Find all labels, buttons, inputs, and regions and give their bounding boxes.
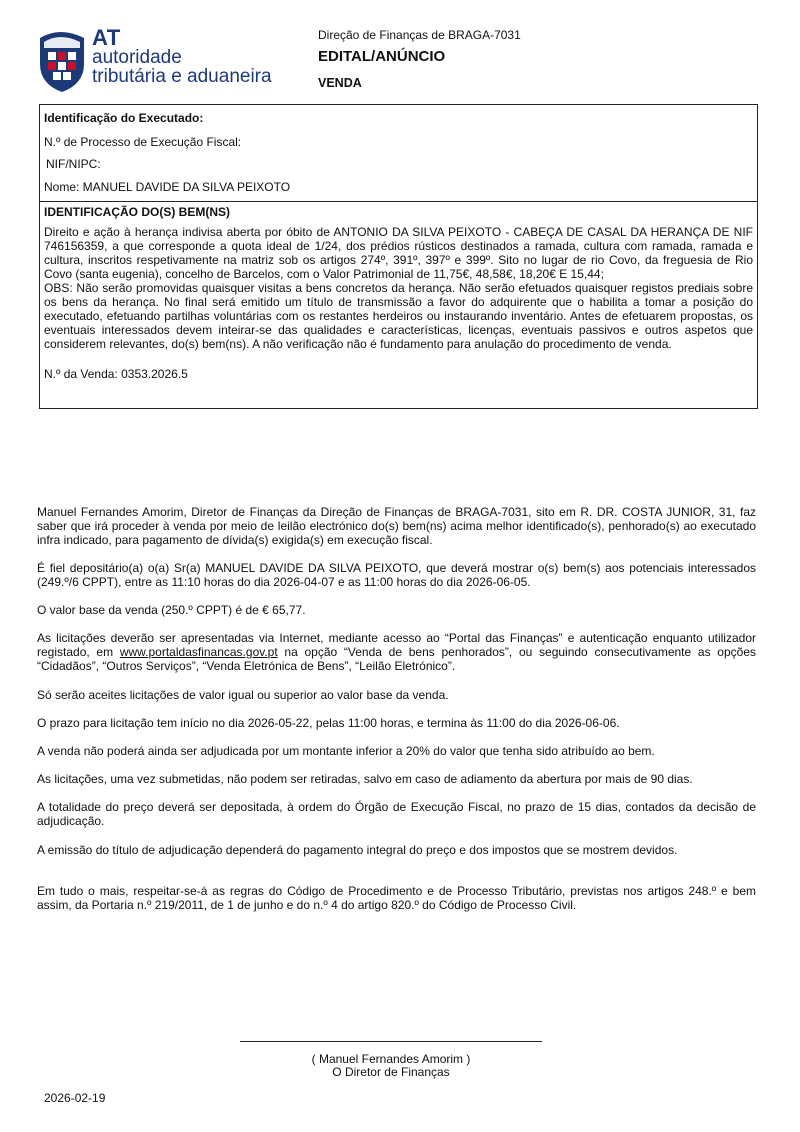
- document-title: EDITAL/ANÚNCIO: [318, 48, 446, 65]
- direction-name: Direção de Finanças de BRAGA-7031: [318, 28, 521, 42]
- logo-line-2: tributária e aduaneira: [92, 66, 272, 87]
- logo-text: [92, 25, 272, 87]
- paragraph-regras: Em tudo o mais, respeitar-se-á as regras do Código de Procedimento e de Processo Tributário, previstas nos artigos 248.º e bem assim, da Portaria n.º 219/2011, de 1 de junho e do n.º 4 do artigo 820.º do Código de Processo Civil.: [37, 884, 756, 912]
- nif-line: NIF/NIPC:: [46, 157, 101, 171]
- signatory-role: O Diretor de Finanças: [332, 1065, 450, 1079]
- processo-line: N.º de Processo de Execução Fiscal:: [44, 135, 242, 149]
- nome-line: Nome: MANUEL DAVIDE DA SILVA PEIXOTO: [44, 180, 291, 194]
- paragraph-valor-minimo: Só serão aceites licitações de valor igual ou superior ao valor base da venda.: [37, 688, 449, 702]
- paragraph-licitacoes-retiradas: As licitações, uma vez submetidas, não podem ser retiradas, salvo em caso de adiamento da abertura por mais de 90 dias.: [37, 772, 693, 786]
- venda-number: N.º da Venda: 0353.2026.5: [44, 367, 188, 381]
- bens-obs: OBS: Não serão promovidas quaisquer visitas a bens concretos da herança. Não serão efetuados quaisquer registos prediais sobre os bens da herança. No final será emitido um título de transmissão a favor do adquirente que o habilita a tomar a posição do executado, efetuando partilhas voluntárias com os restantes herdeiros ou instaurando inventário. Antes de efetuarem propostas, os eventuais interessados devem inteirar-se das qualidades e características, licenças, eventuais passivos e outros aspetos que considerem relevantes, do(s) bem(ns). A não verificação não é fundamento para anulação do procedimento de venda.: [44, 281, 753, 351]
- paragraph-prazo: O prazo para licitação tem início no dia 2026-05-22, pelas 11:00 horas, e termina às 11:00 do dia 2026-06-06.: [37, 716, 620, 730]
- paragraph-intro: Manuel Fernandes Amorim, Diretor de Finanças da Direção de Finanças de BRAGA-7031, sito em R. DR. COSTA JUNIOR, 31, faz saber que irá proceder à venda por meio de leilão electrónico do(s) bem(ns) acima melhor identificado(s), penhorado(s) ao executado infra indicado, para pagamento de dívida(s) exigida(s) em execução fiscal.: [37, 505, 756, 547]
- portal-link[interactable]: www.portaldasfinancas.gov.pt: [119, 645, 278, 659]
- logo-at: AT: [92, 25, 121, 50]
- document-date: 2026-02-19: [44, 1091, 106, 1105]
- paragraph-depositario: É fiel depositário(a) o(a) Sr(a) MANUEL DAVIDE DA SILVA PEIXOTO, que deverá mostrar o(s) bem(s) aos potenciais interessados (249.º/6 CPPT), entre as 11:10 horas do dia 2026-04-07 e as 11:00 horas do dia 2026-06-05.: [37, 561, 756, 589]
- logo-line-1: autoridade: [92, 47, 182, 68]
- paragraph-licitacoes: As licitações deverão ser apresentadas via Internet, mediante acesso ao “Portal das Finanças” e autenticação enquanto utilizador registado, em www.portaldasfinancas.gov.pt na opção “Venda de bens penhorados”, ou seguindo consecutivamente as opções “Cidadãos”, “Outros Serviços”, “Venda Eletrónica de Bens”, “Leilão Eletrónico”.: [37, 631, 756, 673]
- identification-box: [39, 104, 758, 409]
- paragraph-adjudicacao-minima: A venda não poderá ainda ser adjudicada por um montante inferior a 20% do valor que tenha sido atribuído ao bem.: [37, 744, 655, 758]
- signature-line: [240, 1041, 542, 1042]
- document-subtitle: VENDA: [318, 76, 362, 90]
- paragraph-valor-base: O valor base da venda (250.º CPPT) é de € 65,77.: [37, 603, 306, 617]
- signatory-name: ( Manuel Fernandes Amorim ): [311, 1052, 471, 1066]
- executado-heading: Identificação do Executado:: [44, 111, 204, 125]
- bens-description: Direito e ação à herança indivisa aberta por óbito de ANTONIO DA SILVA PEIXOTO - CABEÇA DE CASAL DA HERANÇA DE NIF 746156359, a que corresponde a quota ideal de 1/24, dos prédios rústicos destinados a ramada, cultura com ramada, ramada e cultura, inscritos respetivamente na matriz sob os artigos 274º, 391º, 397º e 399º. Sito no lugar de rio Covo, da freguesia de Rio Covo (santa eugenia), concelho de Barcelos, com o Valor Patrimonial de 11,75€, 48,58€, 18,20€ E 15,44;: [44, 225, 753, 281]
- paragraph-titulo: A emissão do título de adjudicação dependerá do pagamento integral do preço e dos impostos que se mostrem devidos.: [37, 843, 678, 857]
- executado-section: [40, 105, 757, 202]
- paragraph-deposito-preco: A totalidade do preço deverá ser depositada, à ordem do Órgão de Execução Fiscal, no prazo de 15 dias, contados da decisão de adjudicação.: [37, 800, 756, 828]
- bens-heading: IDENTIFICAÇÃO DO(S) BEM(NS): [44, 205, 230, 219]
